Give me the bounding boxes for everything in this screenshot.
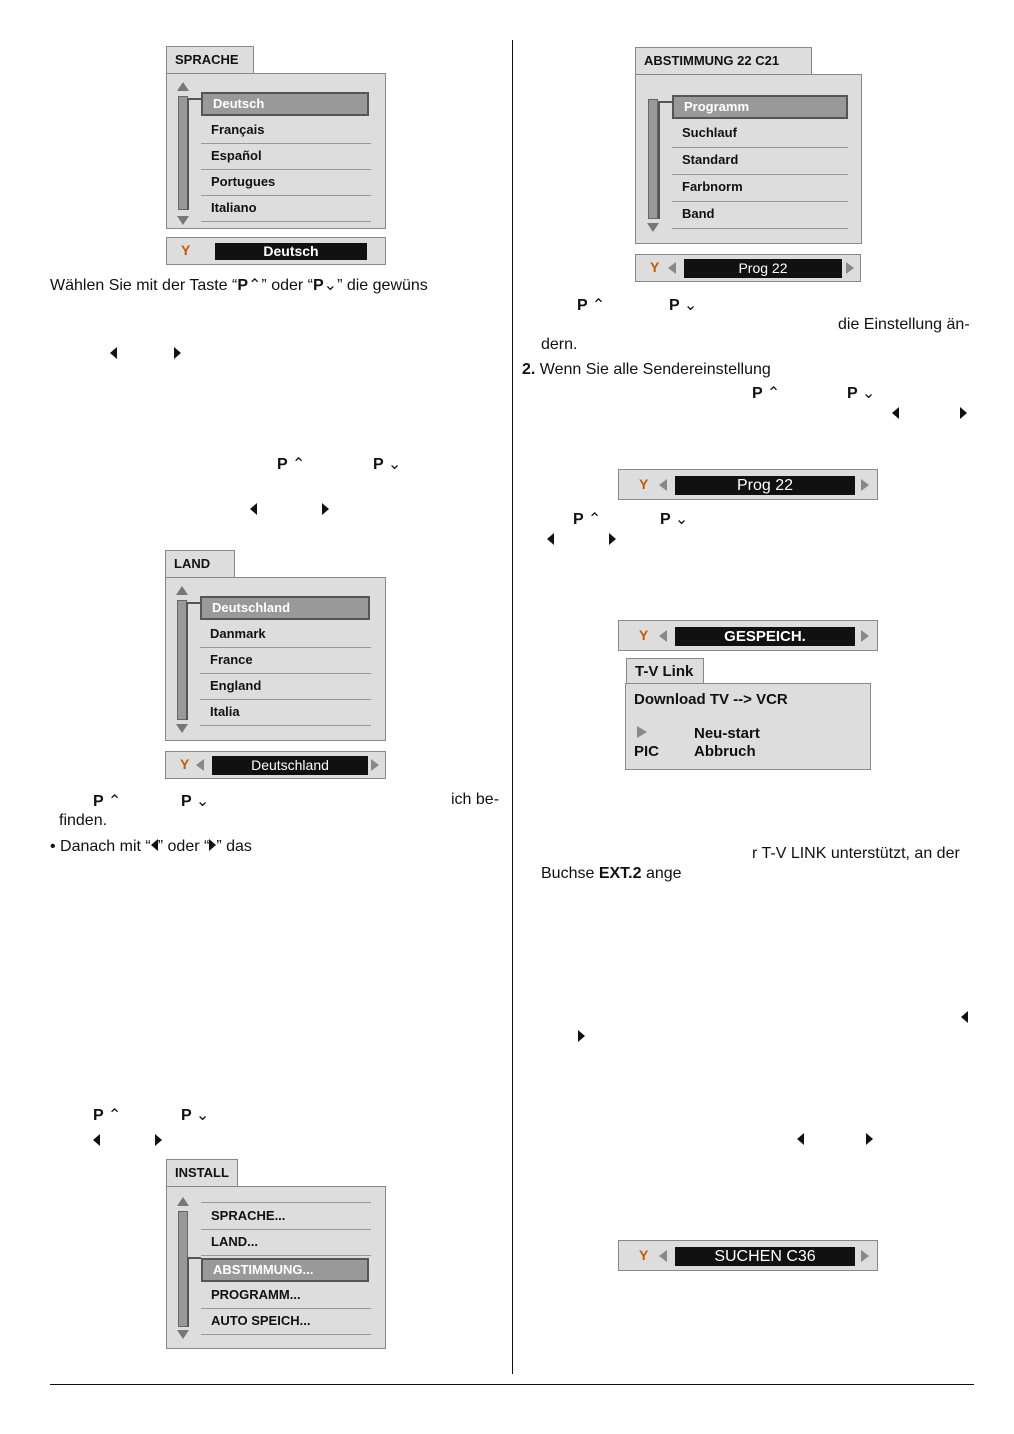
p-down-key: P ⌄ [660, 511, 689, 528]
menu-item[interactable]: Farbnorm [672, 175, 848, 202]
wrench-icon: Y [650, 259, 660, 275]
step-number: 2. [522, 361, 536, 378]
left-key-icon [892, 407, 899, 419]
text-part: Wenn Sie alle Sendereinstellung [539, 361, 771, 378]
up-key-icon: ⌃ [248, 277, 262, 294]
text-part: ” oder “ [157, 838, 210, 855]
selection-bracket [187, 1257, 201, 1327]
right-arrow-icon[interactable] [861, 630, 869, 642]
right-arrow-icon[interactable] [371, 759, 379, 771]
menu-item[interactable]: Suchlauf [672, 121, 848, 148]
left-arrow-icon[interactable] [659, 630, 667, 642]
p-key: P [237, 277, 249, 294]
menu-item[interactable]: Portugues [201, 170, 371, 196]
abstimmung-panel [635, 74, 862, 244]
land-panel [165, 577, 386, 741]
text-part: Wählen Sie mit der Taste “ [50, 277, 238, 294]
p-down-key: P ⌄ [373, 456, 402, 473]
p-up-key: P ⌃ [573, 511, 602, 528]
text-part: ” die gewüns [337, 277, 428, 294]
ext2-label: EXT.2 [598, 865, 642, 882]
left-key-icon [961, 1011, 968, 1023]
scroll-up-icon[interactable] [177, 1197, 189, 1206]
left-key-icon [110, 347, 117, 359]
instruction-text [50, 837, 252, 857]
left-arrow-icon[interactable] [668, 262, 676, 274]
p-up-key: P ⌃ [93, 1107, 122, 1124]
land-tab: LAND [165, 550, 235, 578]
right-key-icon [578, 1030, 585, 1042]
divider [201, 1202, 371, 1203]
install-panel [166, 1186, 386, 1349]
selection-bracket [187, 98, 201, 210]
scroll-down-icon[interactable] [177, 216, 189, 225]
menu-item[interactable]: Danmark [200, 622, 371, 648]
bar-value: Prog 22 [684, 259, 842, 278]
sprache-tab: SPRACHE [166, 46, 254, 74]
scroll-down-icon[interactable] [647, 223, 659, 232]
text-fragment [541, 864, 682, 884]
bar-value: GESPEICH. [675, 627, 855, 646]
menu-item[interactable]: Français [201, 118, 371, 144]
text-part: ange [641, 865, 682, 882]
wrench-icon: Y [180, 756, 190, 772]
text-fragment: ich be- [451, 791, 500, 808]
tvlink-download-line: Download TV --> VCR [634, 691, 788, 708]
menu-item[interactable]: Deutschland [200, 596, 370, 620]
menu-item[interactable]: Italia [200, 700, 371, 726]
scroll-up-icon[interactable] [176, 586, 188, 595]
sprache-panel [166, 73, 386, 229]
p-down-key: P ⌄ [181, 1107, 210, 1124]
right-arrow-icon[interactable] [846, 262, 854, 274]
p-down-key: P ⌄ [847, 385, 876, 402]
sprache-value-bar [166, 237, 386, 265]
menu-item[interactable]: LAND... [201, 1230, 371, 1256]
right-key-icon [960, 407, 967, 419]
bar-value: Deutschland [212, 756, 368, 775]
text-part: Buchse [541, 865, 599, 882]
left-key-icon [797, 1133, 804, 1145]
left-key-icon [250, 503, 257, 515]
menu-item[interactable]: Band [672, 202, 848, 229]
text-fragment: finden. [59, 812, 108, 829]
p-key: P [313, 277, 324, 294]
menu-item[interactable]: Español [201, 144, 371, 170]
column-divider [512, 40, 513, 1374]
menu-item[interactable]: ABSTIMMUNG... [201, 1258, 369, 1282]
text-fragment: dern. [541, 336, 578, 353]
abstimmung-tab: ABSTIMMUNG 22 C21 [635, 47, 812, 75]
footer-rule [50, 1384, 974, 1385]
bar-value: Prog 22 [675, 476, 855, 495]
wrench-icon: Y [639, 476, 649, 492]
menu-item[interactable]: France [200, 648, 371, 674]
left-key-icon [93, 1134, 100, 1146]
menu-item[interactable]: England [200, 674, 371, 700]
right-key-icon [155, 1134, 162, 1146]
menu-item[interactable]: Programm [672, 95, 848, 119]
right-key-icon [174, 347, 181, 359]
p-down-key: P ⌄ [181, 793, 210, 810]
right-key-icon [322, 503, 329, 515]
down-key-icon: ⌄ [323, 277, 338, 294]
left-arrow-icon[interactable] [659, 1250, 667, 1262]
menu-item[interactable]: Deutsch [201, 92, 369, 116]
menu-item[interactable]: Standard [672, 148, 848, 175]
gespeich-value-bar [618, 620, 878, 651]
text-fragment: r T-V LINK unterstützt, an der [752, 845, 960, 862]
neu-start-option[interactable]: Neu-start [694, 725, 760, 742]
pic-key-label: PIC [634, 743, 660, 760]
land-value-bar [165, 751, 386, 779]
numbered-text [522, 360, 771, 380]
text-part: ” oder “ [261, 277, 313, 294]
abbruch-option[interactable]: Abbruch [694, 743, 756, 760]
scroll-down-icon[interactable] [176, 724, 188, 733]
wrench-icon: Y [181, 242, 191, 258]
right-key-icon [866, 1133, 873, 1145]
left-arrow-icon[interactable] [659, 479, 667, 491]
play-icon[interactable] [637, 726, 647, 738]
scroll-up-icon[interactable] [177, 82, 189, 91]
tvlink-panel [625, 683, 871, 770]
right-key-icon [609, 533, 616, 545]
menu-item[interactable]: Italiano [201, 196, 371, 222]
selection-bracket [186, 602, 200, 720]
right-arrow-icon[interactable] [861, 1250, 869, 1262]
p-up-key: P ⌃ [277, 456, 306, 473]
right-arrow-icon[interactable] [861, 479, 869, 491]
p-up-key: P ⌃ [577, 297, 606, 314]
tvlink-tab: T-V Link [626, 658, 704, 684]
bar-value: SUCHEN C36 [675, 1247, 855, 1266]
wrench-icon: Y [639, 1247, 649, 1263]
p-down-key: P ⌄ [669, 297, 698, 314]
wrench-icon: Y [639, 627, 649, 643]
install-tab: INSTALL [166, 1159, 238, 1187]
text-fragment: die Einstellung än- [838, 316, 970, 333]
instruction-text [50, 276, 428, 296]
bar-value: Deutsch [215, 243, 367, 260]
p-up-key: P ⌃ [752, 385, 781, 402]
left-arrow-icon[interactable] [196, 759, 204, 771]
p-up-key: P ⌃ [93, 793, 122, 810]
menu-item[interactable]: SPRACHE... [201, 1204, 371, 1230]
left-key-icon [151, 839, 158, 851]
menu-item[interactable]: AUTO SPEICH... [201, 1309, 371, 1335]
menu-item[interactable]: PROGRAMM... [201, 1283, 371, 1309]
selection-bracket [658, 101, 672, 219]
abstimmung-value-bar [635, 254, 861, 282]
text-part: ” das [216, 838, 252, 855]
prog-value-bar [618, 469, 878, 500]
scrollbar[interactable] [648, 99, 658, 219]
left-key-icon [547, 533, 554, 545]
text-part: • Danach mit “ [50, 838, 151, 855]
suchen-value-bar [618, 1240, 878, 1271]
scroll-down-icon[interactable] [177, 1330, 189, 1339]
